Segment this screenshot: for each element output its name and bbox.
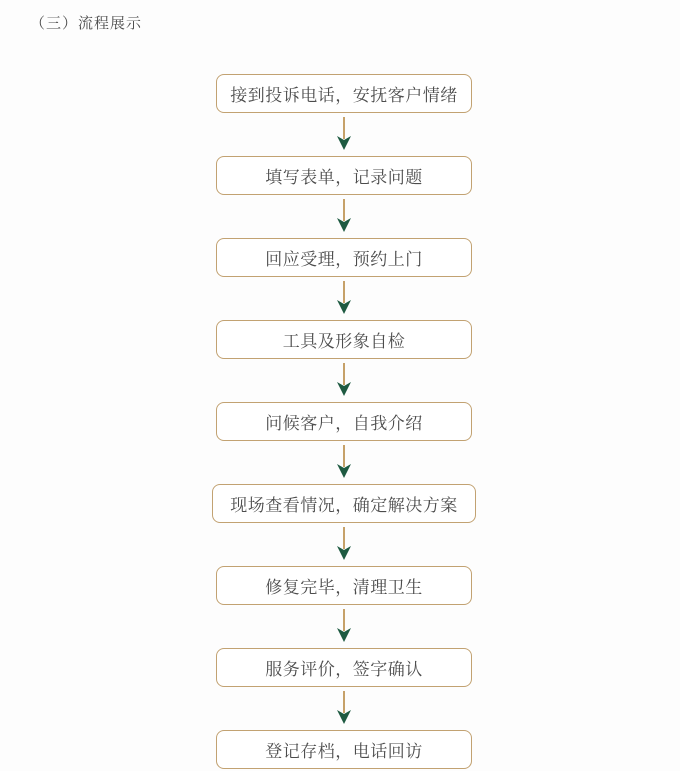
down-arrow-icon xyxy=(333,281,355,315)
flow-step-box: 接到投诉电话，安抚客户情绪 xyxy=(216,74,472,113)
flow-step-box: 问候客户，自我介绍 xyxy=(216,402,472,441)
down-arrow-icon xyxy=(333,117,355,151)
flow-step-box: 现场查看情况，确定解决方案 xyxy=(212,484,476,523)
down-arrow-icon xyxy=(333,527,355,561)
down-arrow-icon xyxy=(333,445,355,479)
flow-step-box: 登记存档，电话回访 xyxy=(216,730,472,769)
flowchart xyxy=(4,74,680,769)
flow-step-box: 填写表单，记录问题 xyxy=(216,156,472,195)
flow-step-box: 修复完毕，清理卫生 xyxy=(216,566,472,605)
flow-step-box: 工具及形象自检 xyxy=(216,320,472,359)
flow-step-box: 服务评价，签字确认 xyxy=(216,648,472,687)
down-arrow-icon xyxy=(333,363,355,397)
section-title: （三）流程展示 xyxy=(30,15,143,32)
flow-step-box: 回应受理，预约上门 xyxy=(216,238,472,277)
down-arrow-icon xyxy=(333,691,355,725)
down-arrow-icon xyxy=(333,199,355,233)
down-arrow-icon xyxy=(333,609,355,643)
